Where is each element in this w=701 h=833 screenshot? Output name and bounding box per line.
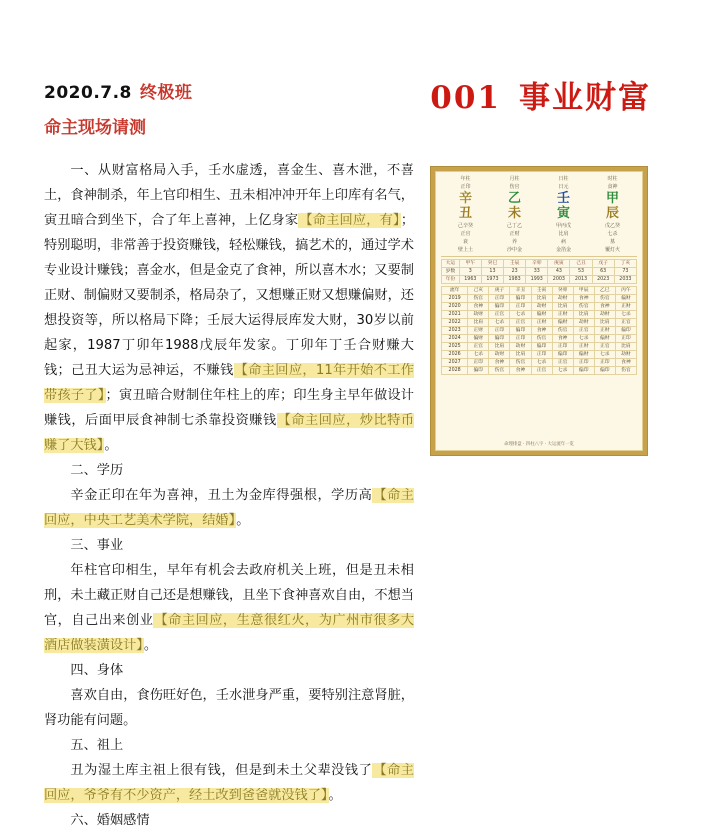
paragraph-education [44,483,414,533]
p1-highlight-1: 【命主回应，有】 [299,213,400,228]
flow-6-8: 正印 [615,335,636,343]
luck-year-row [442,276,637,284]
flow-1-7: 伤官 [594,295,615,303]
nayin-year: 壁上土 [457,246,473,253]
flow-4-2: 七杀 [489,319,510,327]
s5-text-1: 丑为湿土库主祖上很有钱，但是到未土父辈没钱了 [70,763,373,778]
flow-4-3: 正官 [510,319,531,327]
luck-year-2: 1973 [481,276,503,284]
nayin-month: 沙中金 [506,246,522,253]
p1-text-3: ；寅丑暗合财制住年柱上的库；印生身主早年做设计赚钱，后面甲辰食神制七杀靠投资赚钱 [44,388,414,428]
flow-7-7: 正官 [594,343,615,351]
hidden-stem-month: 己丁乙 [506,223,522,230]
flow-10-8: 伤官 [615,367,636,375]
flow-0-3: 辛丑 [510,287,531,295]
s5-text-2: 。 [328,788,342,803]
flow-row-5 [442,327,637,335]
earth-branch-year: 丑 [458,206,472,222]
sub-star-year: 正官 [460,231,471,238]
luck-age-7: 63 [592,268,614,276]
luck-head-7: 戊子 [592,260,614,268]
flow-8-1: 七杀 [468,351,489,359]
luck-cycle-table [441,259,637,284]
luck-year-1: 1963 [459,276,481,284]
article-body [44,158,414,833]
flow-2-6: 伤官 [573,303,594,311]
luck-age-3: 23 [504,268,526,276]
flow-8-3: 比肩 [510,351,531,359]
flow-0-4: 壬寅 [531,287,552,295]
luck-age-0: 岁数 [442,268,460,276]
flow-9-4: 七杀 [531,359,552,367]
luck-age-row [442,268,637,276]
flow-2-4: 劫财 [531,303,552,311]
pillar-label-month: 月柱 [509,176,520,182]
flow-3-2: 正官 [489,311,510,319]
flow-3-8: 七杀 [615,311,636,319]
section-heading-marriage: 六、婚姻感情 [70,813,150,828]
heaven-stem-month: 乙 [507,190,521,206]
flow-5-2: 正印 [489,327,510,335]
flow-8-8: 劫财 [615,351,636,359]
flow-4-6: 劫财 [573,319,594,327]
luck-year-3: 1983 [504,276,526,284]
heaven-stem-hour: 甲 [605,190,619,206]
heaven-stem-year: 辛 [458,190,472,206]
flow-10-7: 偏印 [594,367,615,375]
flow-0-7: 乙巳 [594,287,615,295]
luck-year-4: 1993 [526,276,548,284]
flow-2-0: 2020 [442,303,468,311]
flow-6-0: 2024 [442,335,468,343]
case-title: 事业财富 [519,80,651,116]
flow-6-3: 正印 [510,335,531,343]
flow-9-5: 正官 [552,359,573,367]
bazi-chart-card [430,166,648,456]
hidden-stem-year: 己辛癸 [457,223,473,230]
flow-6-4: 伤官 [531,335,552,343]
flow-8-6: 偏财 [573,351,594,359]
flow-2-8: 正财 [615,303,636,311]
star-luck-hour: 墓 [609,238,615,245]
flow-3-7: 劫财 [594,311,615,319]
flow-5-0: 2023 [442,327,468,335]
main-star-row [441,184,637,191]
s2-highlight-1: 【命主回应，中央工艺美术学院，结婚】 [44,488,414,528]
flow-10-3: 食神 [510,367,531,375]
header-subtitle: 命主现场请测 [44,118,146,138]
p1-text-2: ；特别聪明，非常善于投资赚钱，轻松赚钱，搞艺术的，通过学术专业设计赚钱；喜金水，但是金克了食神，所以喜木水；又要制正财、制偏财又要制杀，格局杂了，又想赚正财又想赚偏财，还想投资等，所以格局下降；壬辰大运得辰库发大财，30岁以前起家，1987丁卯年1988戊辰年发家。丁卯年丁壬合财赚大钱；己丑大运为忌神运，不赚钱 [44,213,414,378]
flow-row-6 [442,335,637,343]
paragraph-health: 喜欢自由，食伤旺好色，壬水泄身严重，要特别注意肾脏，肾功能有问题。 [44,688,414,728]
flow-5-8: 偏印 [615,327,636,335]
pillar-header-row [441,176,637,183]
flow-5-5: 伤官 [552,327,573,335]
flow-row-0 [442,287,637,295]
luck-head-1: 甲午 [459,260,481,268]
flow-row-9 [442,359,637,367]
s3-text-1: 年柱官印相生，早年有机会去政府机关上班，但是丑未相刑，未土藏正财自己还是想赚钱，且坐下食神喜欢自由，不想当官，自己出来创业 [44,563,414,628]
flow-2-5: 比肩 [552,303,573,311]
flow-9-6: 正印 [573,359,594,367]
flow-3-0: 2021 [442,311,468,319]
flow-4-1: 比肩 [468,319,489,327]
flow-1-2: 正印 [489,295,510,303]
nayin-hour: 覆灯火 [604,246,620,253]
flow-4-0: 2022 [442,319,468,327]
section-heading-health: 四、身体 [70,663,124,678]
s3-text-2: 。 [143,638,158,653]
nayin-day: 金箔金 [555,246,571,253]
flow-4-5: 偏财 [552,319,573,327]
s2-text-1: 辛金正印在年为喜神，丑土为金库得强根，学历高 [70,488,373,503]
flow-1-1: 伤官 [468,295,489,303]
luck-year-8: 2033 [614,276,636,284]
luck-age-4: 33 [526,268,548,276]
flow-7-5: 正印 [552,343,573,351]
flow-1-5: 劫财 [552,295,573,303]
flow-3-3: 七杀 [510,311,531,319]
flow-10-0: 2028 [442,367,468,375]
paragraph-wealth [44,158,414,458]
page-title [430,72,651,117]
paragraph-ancestry [44,758,414,808]
flow-7-0: 2025 [442,343,468,351]
luck-head-0: 大运 [442,260,460,268]
class-label: 终极班 [139,83,193,103]
p1-highlight-2: 【命主回应，11年开始不工作带孩子了】 [44,363,414,403]
flow-8-5: 偏印 [552,351,573,359]
flow-1-4: 比肩 [531,295,552,303]
flow-5-3: 偏印 [510,327,531,335]
flow-8-0: 2026 [442,351,468,359]
luck-year-5: 2003 [548,276,570,284]
s2-text-2: 。 [236,513,250,528]
flow-3-5: 正财 [552,311,573,319]
main-star-month: 伤官 [509,183,520,190]
flow-6-1: 偏财 [468,335,489,343]
luck-age-2: 13 [481,268,503,276]
flow-9-0: 2027 [442,359,468,367]
flow-6-6: 七杀 [573,335,594,343]
luck-age-1: 3 [459,268,481,276]
flow-1-8: 偏财 [615,295,636,303]
flow-row-10 [442,367,637,375]
flow-10-1: 偏印 [468,367,489,375]
flow-0-2: 庚子 [489,287,510,295]
flow-6-5: 食神 [552,335,573,343]
luck-head-2: 癸巳 [481,260,503,268]
flow-5-7: 正财 [594,327,615,335]
flow-4-4: 正财 [531,319,552,327]
luck-head-4: 辛卯 [526,260,548,268]
flow-0-5: 癸卯 [552,287,573,295]
luck-year-7: 2023 [592,276,614,284]
flow-3-1: 劫财 [468,311,489,319]
flow-9-8: 食神 [615,359,636,367]
sub-star-row [441,231,637,238]
flow-10-2: 伤官 [489,367,510,375]
section-heading-education: 二、学历 [70,463,124,478]
pillar-label-hour: 时柱 [607,176,618,182]
flow-0-0: 流年 [442,287,468,295]
earth-branch-day: 寅 [556,206,570,222]
flow-2-7: 食神 [594,303,615,311]
flow-2-2: 偏印 [489,303,510,311]
earth-branch-month: 未 [507,206,521,222]
main-star-hour: 食神 [607,183,618,190]
sub-star-hour: 七杀 [607,231,618,238]
luck-head-5: 庚寅 [548,260,570,268]
flow-3-6: 比肩 [573,311,594,319]
section-heading-career: 三、事业 [70,538,124,553]
sub-star-month: 正财 [509,231,520,238]
flow-7-1: 正官 [468,343,489,351]
flow-row-8 [442,351,637,359]
flow-8-2: 劫财 [489,351,510,359]
main-star-day: 日元 [558,183,569,190]
paragraph-career [44,558,414,658]
luck-age-5: 43 [548,268,570,276]
flow-4-8: 正官 [615,319,636,327]
luck-header-row [442,260,637,268]
flow-7-3: 劫财 [510,343,531,351]
star-luck-year: 衰 [462,238,468,245]
flow-0-1: 己亥 [468,287,489,295]
flow-5-1: 正财 [468,327,489,335]
s3-highlight-1: 【命主回应，生意很红火，为广州市很多大酒店做装潢设计】 [44,613,415,653]
flow-row-4 [442,319,637,327]
heaven-stem-row [441,192,637,207]
earth-branch-hour: 辰 [605,206,619,222]
lecture-date: 2020.7.8 [44,83,132,103]
flow-5-4: 食神 [531,327,552,335]
pillar-label-day: 日柱 [558,176,569,182]
flow-1-6: 食神 [573,295,594,303]
luck-head-3: 壬辰 [504,260,526,268]
p1-text-4: 。 [104,438,118,453]
flow-6-2: 偏印 [489,335,510,343]
bazi-chart [435,171,643,451]
flow-7-6: 正财 [573,343,594,351]
flow-3-4: 偏财 [531,311,552,319]
p1-text-1: 一、从财富格局入手，壬水虚透，喜金生、喜木泄，不喜土，食神制杀，年上官印相生、丑未相冲冲开年上印库有名气，寅丑暗合到坐下，合了年上喜神，上亿身家 [44,163,414,228]
flow-1-0: 2019 [442,295,468,303]
flow-1-3: 偏印 [510,295,531,303]
flow-0-6: 甲辰 [573,287,594,295]
flow-9-3: 伤官 [510,359,531,367]
star-luck-day: 病 [560,238,566,245]
case-number: 001 [430,80,501,116]
hidden-stem-day: 甲丙戊 [555,223,571,230]
luck-year-0: 年份 [442,276,460,284]
sub-star-day: 比肩 [558,231,569,238]
flow-10-5: 七杀 [552,367,573,375]
flow-7-4: 偏印 [531,343,552,351]
luck-year-6: 2013 [570,276,592,284]
star-luck-row [441,239,637,246]
luck-head-6: 己丑 [570,260,592,268]
flow-year-table [441,286,637,375]
flow-4-7: 比肩 [594,319,615,327]
flow-9-7: 正印 [594,359,615,367]
pillar-label-year: 年柱 [460,176,471,182]
main-star-year: 正印 [460,183,471,190]
section-heading-ancestry: 五、祖上 [70,738,124,753]
hidden-stem-hour: 戊乙癸 [604,223,620,230]
flow-6-7: 偏财 [594,335,615,343]
chart-divider [441,256,637,257]
flow-row-1 [442,295,637,303]
flow-2-3: 正印 [510,303,531,311]
flow-2-1: 食神 [468,303,489,311]
flow-10-6: 偏印 [573,367,594,375]
flow-8-7: 七杀 [594,351,615,359]
flow-row-7 [442,343,637,351]
heaven-stem-day: 壬 [556,190,570,206]
luck-head-8: 丁亥 [614,260,636,268]
flow-0-8: 丙午 [615,287,636,295]
flow-8-4: 正印 [531,351,552,359]
flow-9-1: 正印 [468,359,489,367]
earth-branch-row [441,207,637,222]
flow-row-2 [442,303,637,311]
luck-age-8: 73 [614,268,636,276]
flow-7-8: 比肩 [615,343,636,351]
p1-highlight-3: 【命主回应，炒比特币赚了大钱】 [44,413,415,453]
nayin-row [441,247,637,254]
hidden-stem-row [441,223,637,230]
s5-highlight-1: 【命主回应，爷爷有不少资产，经土改到爸爸就没钱了】 [44,763,414,803]
flow-9-2: 食神 [489,359,510,367]
flow-7-2: 比肩 [489,343,510,351]
flow-row-3 [442,311,637,319]
chart-footer-note: 命理排盘 · 四柱八字 · 大运流年一览 [504,442,574,448]
flow-5-6: 正官 [573,327,594,335]
flow-10-4: 正官 [531,367,552,375]
luck-age-6: 53 [570,268,592,276]
star-luck-month: 养 [511,238,517,245]
